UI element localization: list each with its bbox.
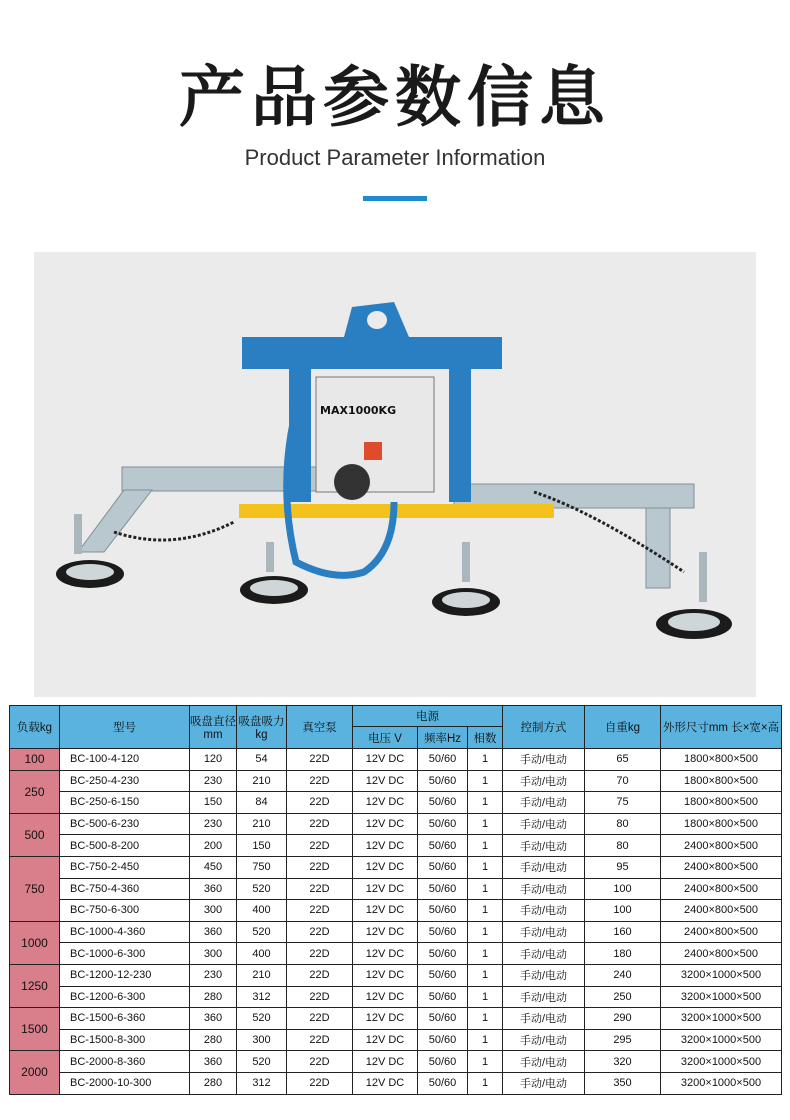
cell-load: 1000: [10, 921, 60, 964]
cell-suction: 84: [237, 792, 287, 814]
cell-weight: 100: [585, 900, 661, 922]
cell-phase: 1: [468, 770, 503, 792]
header-frequency: 频率Hz: [418, 727, 468, 749]
cell-phase: 1: [468, 943, 503, 965]
table-row: [10, 964, 782, 986]
cell-suction: 312: [237, 986, 287, 1008]
cell-voltage: 12V DC: [353, 921, 418, 943]
cell-dimensions: 3200×1000×500: [661, 1029, 782, 1051]
cell-weight: 250: [585, 986, 661, 1008]
cell-voltage: 12V DC: [353, 1072, 418, 1094]
cell-dimensions: 3200×1000×500: [661, 1072, 782, 1094]
cell-weight: 160: [585, 921, 661, 943]
table-row: [10, 1072, 782, 1094]
cell-load: 100: [10, 749, 60, 771]
table-row: [10, 878, 782, 900]
cell-suction: 400: [237, 943, 287, 965]
cell-dimensions: 2400×800×500: [661, 835, 782, 857]
table-row: [10, 900, 782, 922]
table-row: [10, 813, 782, 835]
cell-voltage: 12V DC: [353, 770, 418, 792]
cell-suction: 520: [237, 1051, 287, 1073]
cell-pump: 22D: [287, 964, 353, 986]
header-dimensions: 外形尺寸mm 长×宽×高: [661, 706, 782, 749]
cell-pad-diameter: 280: [190, 1072, 237, 1094]
cell-weight: 320: [585, 1051, 661, 1073]
cell-weight: 180: [585, 943, 661, 965]
table-row: [10, 856, 782, 878]
cell-weight: 80: [585, 835, 661, 857]
cell-voltage: 12V DC: [353, 878, 418, 900]
cell-frequency: 50/60: [418, 835, 468, 857]
cell-pad-diameter: 450: [190, 856, 237, 878]
cell-frequency: 50/60: [418, 813, 468, 835]
cell-control: 手动/电动: [503, 856, 585, 878]
cell-model: BC-1500-6-360: [60, 1008, 190, 1030]
header-load: 负载kg: [10, 706, 60, 749]
cell-pump: 22D: [287, 1029, 353, 1051]
cell-pump: 22D: [287, 813, 353, 835]
table-row: [10, 770, 782, 792]
cell-dimensions: 1800×800×500: [661, 770, 782, 792]
cell-phase: 1: [468, 921, 503, 943]
cell-dimensions: 1800×800×500: [661, 792, 782, 814]
table-row: [10, 749, 782, 771]
cell-control: 手动/电动: [503, 1051, 585, 1073]
cell-voltage: 12V DC: [353, 835, 418, 857]
cell-model: BC-1200-6-300: [60, 986, 190, 1008]
table-row: [10, 986, 782, 1008]
cell-phase: 1: [468, 856, 503, 878]
cell-control: 手动/电动: [503, 900, 585, 922]
table-row: [10, 1029, 782, 1051]
cell-phase: 1: [468, 792, 503, 814]
cell-pad-diameter: 280: [190, 1029, 237, 1051]
cell-voltage: 12V DC: [353, 856, 418, 878]
title-accent-bar: [363, 196, 427, 201]
cell-dimensions: 2400×800×500: [661, 921, 782, 943]
header-phase: 相数: [468, 727, 503, 749]
cell-suction: 210: [237, 770, 287, 792]
cell-model: BC-2000-8-360: [60, 1051, 190, 1073]
cell-voltage: 12V DC: [353, 964, 418, 986]
cell-dimensions: 2400×800×500: [661, 900, 782, 922]
cell-voltage: 12V DC: [353, 1008, 418, 1030]
box-label: MAX1000KG: [320, 404, 397, 417]
cell-weight: 95: [585, 856, 661, 878]
cell-pump: 22D: [287, 878, 353, 900]
cell-pump: 22D: [287, 835, 353, 857]
cell-suction: 210: [237, 813, 287, 835]
cell-frequency: 50/60: [418, 900, 468, 922]
cell-model: BC-1500-8-300: [60, 1029, 190, 1051]
header-weight: 自重kg: [585, 706, 661, 749]
header-control: 控制方式: [503, 706, 585, 749]
table-row: [10, 792, 782, 814]
product-photo: [34, 252, 756, 697]
cell-pad-diameter: 360: [190, 1008, 237, 1030]
cell-pump: 22D: [287, 770, 353, 792]
cell-control: 手动/电动: [503, 792, 585, 814]
cell-weight: 80: [585, 813, 661, 835]
cell-dimensions: 3200×1000×500: [661, 1008, 782, 1030]
header-pad-diameter: 吸盘直径mm: [190, 706, 237, 749]
cell-pump: 22D: [287, 1051, 353, 1073]
cell-control: 手动/电动: [503, 1072, 585, 1094]
table-row: [10, 1008, 782, 1030]
table-row: [10, 921, 782, 943]
page-title: 产品参数信息: [179, 59, 611, 136]
cell-dimensions: 2400×800×500: [661, 878, 782, 900]
cell-phase: 1: [468, 878, 503, 900]
cell-frequency: 50/60: [418, 878, 468, 900]
cell-voltage: 12V DC: [353, 749, 418, 771]
table-row: [10, 835, 782, 857]
cell-frequency: 50/60: [418, 1051, 468, 1073]
cell-model: BC-1200-12-230: [60, 964, 190, 986]
cell-load: 1500: [10, 1008, 60, 1051]
cell-phase: 1: [468, 900, 503, 922]
cell-model: BC-750-4-360: [60, 878, 190, 900]
cell-pad-diameter: 150: [190, 792, 237, 814]
cell-dimensions: 1800×800×500: [661, 813, 782, 835]
cell-model: BC-250-6-150: [60, 792, 190, 814]
cell-pump: 22D: [287, 1072, 353, 1094]
cell-suction: 520: [237, 878, 287, 900]
cell-pad-diameter: 300: [190, 943, 237, 965]
cell-pad-diameter: 360: [190, 921, 237, 943]
cell-voltage: 12V DC: [353, 1051, 418, 1073]
cell-phase: 1: [468, 749, 503, 771]
cell-pump: 22D: [287, 900, 353, 922]
header-pump: 真空泵: [287, 706, 353, 749]
cell-pump: 22D: [287, 986, 353, 1008]
cell-weight: 240: [585, 964, 661, 986]
cell-pump: 22D: [287, 1008, 353, 1030]
cell-voltage: 12V DC: [353, 813, 418, 835]
cell-model: BC-500-8-200: [60, 835, 190, 857]
cell-frequency: 50/60: [418, 1029, 468, 1051]
table-body: [10, 749, 782, 1095]
cell-voltage: 12V DC: [353, 986, 418, 1008]
table-row: [10, 1051, 782, 1073]
cell-pad-diameter: 200: [190, 835, 237, 857]
cell-frequency: 50/60: [418, 749, 468, 771]
cell-model: BC-2000-10-300: [60, 1072, 190, 1094]
cell-weight: 100: [585, 878, 661, 900]
cell-dimensions: 3200×1000×500: [661, 1051, 782, 1073]
cell-suction: 750: [237, 856, 287, 878]
cell-pad-diameter: 280: [190, 986, 237, 1008]
cell-model: BC-750-6-300: [60, 900, 190, 922]
cell-pad-diameter: 360: [190, 1051, 237, 1073]
cell-dimensions: 3200×1000×500: [661, 986, 782, 1008]
cell-suction: 520: [237, 921, 287, 943]
cell-phase: 1: [468, 964, 503, 986]
cell-phase: 1: [468, 1008, 503, 1030]
cell-frequency: 50/60: [418, 792, 468, 814]
cell-pad-diameter: 360: [190, 878, 237, 900]
cell-control: 手动/电动: [503, 749, 585, 771]
cell-frequency: 50/60: [418, 943, 468, 965]
cell-control: 手动/电动: [503, 878, 585, 900]
cell-control: 手动/电动: [503, 964, 585, 986]
cell-pad-diameter: 300: [190, 900, 237, 922]
cell-phase: 1: [468, 1051, 503, 1073]
cell-weight: 65: [585, 749, 661, 771]
cell-pump: 22D: [287, 943, 353, 965]
page-subtitle: Product Parameter Information: [244, 145, 546, 170]
table-row: [10, 943, 782, 965]
cell-control: 手动/电动: [503, 921, 585, 943]
cell-weight: 350: [585, 1072, 661, 1094]
cell-weight: 295: [585, 1029, 661, 1051]
cell-frequency: 50/60: [418, 1008, 468, 1030]
cell-control: 手动/电动: [503, 835, 585, 857]
cell-weight: 75: [585, 792, 661, 814]
header-power: 电源: [353, 706, 503, 727]
cell-phase: 1: [468, 835, 503, 857]
cell-control: 手动/电动: [503, 1029, 585, 1051]
cell-model: BC-1000-4-360: [60, 921, 190, 943]
cell-frequency: 50/60: [418, 1072, 468, 1094]
cell-frequency: 50/60: [418, 921, 468, 943]
cell-model: BC-750-2-450: [60, 856, 190, 878]
cell-load: 500: [10, 813, 60, 856]
cell-voltage: 12V DC: [353, 943, 418, 965]
cell-control: 手动/电动: [503, 813, 585, 835]
parameter-table: [9, 705, 782, 1095]
cell-control: 手动/电动: [503, 986, 585, 1008]
cell-pad-diameter: 230: [190, 964, 237, 986]
cell-model: BC-1000-6-300: [60, 943, 190, 965]
cell-pump: 22D: [287, 921, 353, 943]
cell-weight: 290: [585, 1008, 661, 1030]
cell-suction: 54: [237, 749, 287, 771]
cell-frequency: 50/60: [418, 770, 468, 792]
cell-model: BC-100-4-120: [60, 749, 190, 771]
cell-dimensions: 1800×800×500: [661, 749, 782, 771]
cell-suction: 312: [237, 1072, 287, 1094]
cell-phase: 1: [468, 813, 503, 835]
cell-frequency: 50/60: [418, 964, 468, 986]
header-voltage: 电压 V: [353, 727, 418, 749]
cell-suction: 150: [237, 835, 287, 857]
cell-phase: 1: [468, 1029, 503, 1051]
cell-model: BC-250-4-230: [60, 770, 190, 792]
cell-suction: 210: [237, 964, 287, 986]
vacuum-lifter-illustration: [34, 252, 756, 697]
cell-suction: 300: [237, 1029, 287, 1051]
cell-pad-diameter: 230: [190, 770, 237, 792]
cell-suction: 520: [237, 1008, 287, 1030]
cell-frequency: 50/60: [418, 986, 468, 1008]
cell-frequency: 50/60: [418, 856, 468, 878]
cell-pump: 22D: [287, 856, 353, 878]
cell-suction: 400: [237, 900, 287, 922]
cell-voltage: 12V DC: [353, 1029, 418, 1051]
cell-load: 750: [10, 856, 60, 921]
cell-control: 手动/电动: [503, 1008, 585, 1030]
cell-control: 手动/电动: [503, 770, 585, 792]
cell-dimensions: 3200×1000×500: [661, 964, 782, 986]
cell-dimensions: 2400×800×500: [661, 856, 782, 878]
cell-voltage: 12V DC: [353, 900, 418, 922]
cell-pad-diameter: 230: [190, 813, 237, 835]
cell-load: 2000: [10, 1051, 60, 1094]
cell-control: 手动/电动: [503, 943, 585, 965]
cell-weight: 70: [585, 770, 661, 792]
cell-phase: 1: [468, 986, 503, 1008]
header-suction: 吸盘吸力kg: [237, 706, 287, 749]
cell-load: 1250: [10, 964, 60, 1007]
cell-dimensions: 2400×800×500: [661, 943, 782, 965]
cell-pump: 22D: [287, 792, 353, 814]
cell-pad-diameter: 120: [190, 749, 237, 771]
header-model: 型号: [60, 706, 190, 749]
cell-load: 250: [10, 770, 60, 813]
cell-voltage: 12V DC: [353, 792, 418, 814]
cell-pump: 22D: [287, 749, 353, 771]
cell-phase: 1: [468, 1072, 503, 1094]
cell-model: BC-500-6-230: [60, 813, 190, 835]
